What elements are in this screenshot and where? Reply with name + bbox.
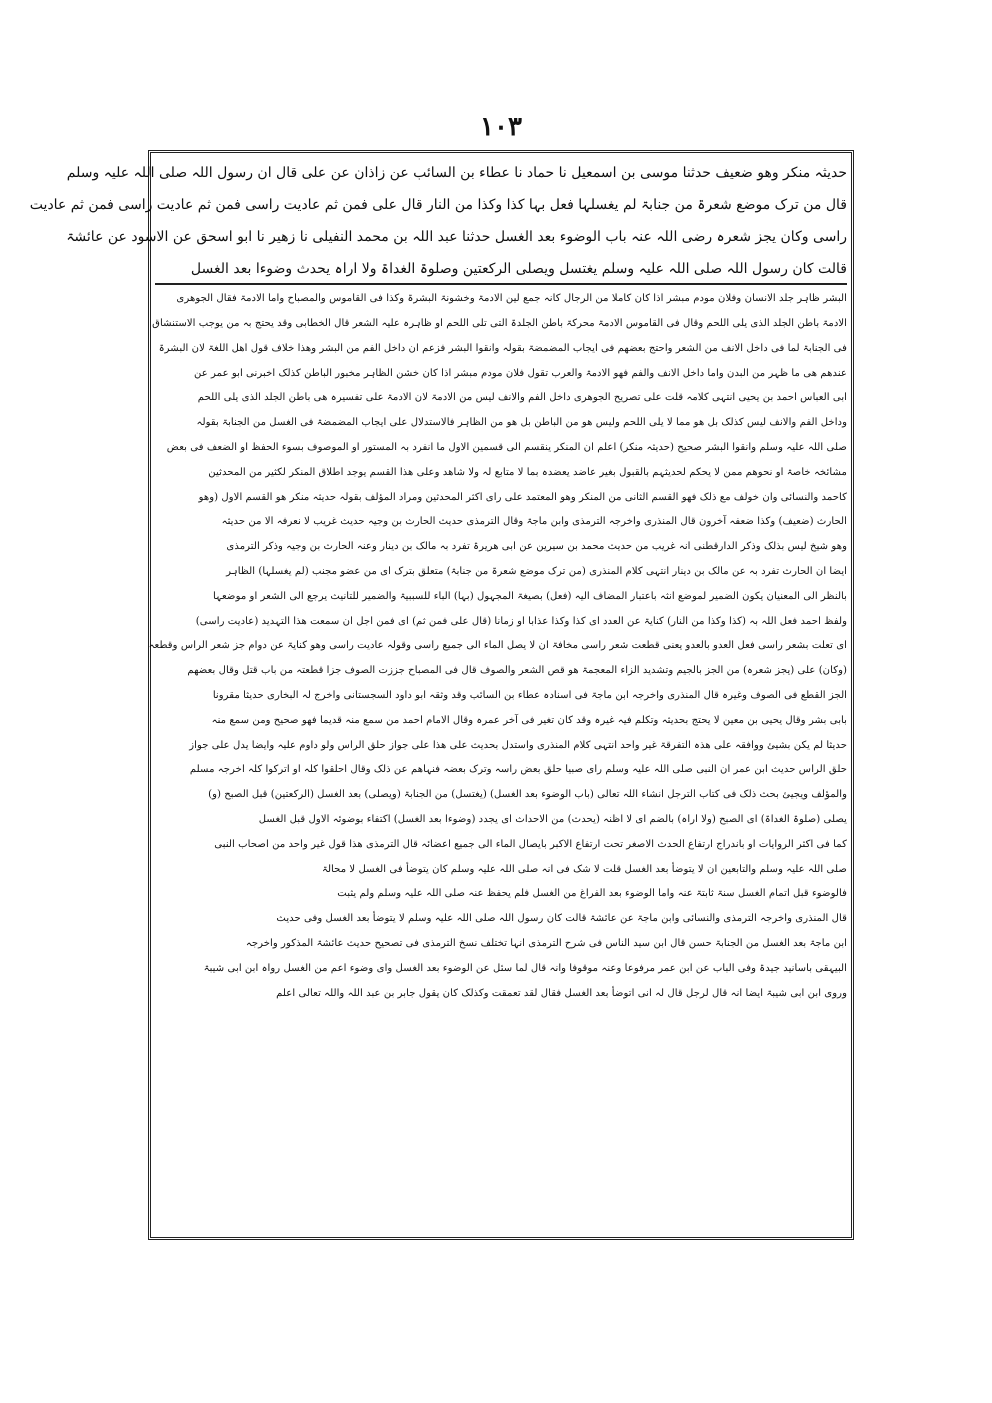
commentary-line: حدیثا لم یکن بشیئ ووافقہ علی ھذہ التفرقۃ غیر واحد انتہی کلام المنذری واستدل بحدیث علی ھذا علی جواز حلق الراس ولو داوم علیہ وایضا یدل علی جواز <box>189 739 847 751</box>
commentary-line: ایضا ان الحارث تفرد بہ عن مالک بن دینار انتہی کلام المنذری (من ترک موضع شعرۃ من جنابۃ) متعلق بترک ای من عضو مجنب (لم یغسلہا) الظاہر <box>226 566 847 578</box>
commentary-line: کما فی اکثر الروایات او باندراج ارتفاع الحدث الاصغر تحت ارتفاع الاکبر بایصال الماء الی جمیع اعضائہ قال الترمذی ھذا قول غیر واحد من اصحاب النبی <box>214 838 847 850</box>
hadith-line: قال من ترک موضع شعرۃ من جنابۃ لم یغسلہا فعل بہا کذا وکذا من النار قال علی فمن ثم عادیت راسی فمن ثم عادیت راسی فمن ثم عادیت <box>29 197 847 213</box>
commentary-line: الادمۃ باطن الجلد الذی یلی اللحم وقال فی القاموس الادمۃ محرکۃ باطن الجلدۃ التی تلی اللحم او ظاہرہ علیہ الشعر قال الخطابی وقد یحتج بہ من یوجب الاستنشاق <box>152 318 847 330</box>
commentary-line: الجز القطع فی الصوف وغیرہ قال المنذری واخرجہ ابن ماجۃ فی اسنادہ عطاء بن السائب وقد وثقہ ابو داود السجستانی واخرج لہ البخاری حدیثا مقرونا <box>212 690 847 702</box>
commentary-line: وھو شیخ لیس بذلک وذکر الدارقطنی انہ غریب من حدیث محمد بن سیرین عن ابی ھریرۃ تفرد بہ مالک بن دینار وعنہ الحارث بن وجیہ وذکر الترمذی <box>226 541 847 553</box>
commentary-line: وروی ابن ابی شیبۃ ایضا انہ قال لرجل قال لہ انی اتوضأ بعد الغسل فقال لقد تعمقت وکذلک کان یقول جابر بن عبد اللہ واللہ تعالی اعلم <box>276 987 847 999</box>
commentary-line: ابن ماجۃ بعد الغسل من الجنابۃ حسن قال ابن سید الناس فی شرح الترمذی انہا تختلف نسخ الترمذی فی تصحیح حدیث عائشۃ المذکور واخرجہ <box>245 938 847 950</box>
commentary-line: بابی بشر وقال یحیی بن معین لا یحتج بحدیثہ وتکلم فیہ غیرہ وقد کان تغیر فی آخر عمرہ وقال الامام احمد من سمع منہ قدیما فھو صحیح ومن سمع منہ <box>211 714 847 726</box>
commentary-line: الحارث (ضعیف) وکذا ضعفہ آخرون قال المنذری واخرجہ الترمذی وابن ماجۃ وقال الترمذی حدیث الحارث بن وجیہ حدیث غریب لا نعرفہ الا من حدیثہ <box>221 516 847 528</box>
commentary-line: مشائخہ خاصۃ او نحوھم ممن لا یحکم لحدیثہم بالقبول بغیر عاضد یعضدہ بما لا متابع لہ ولا شاھد وعلی ھذا القسم یوجد اطلاق المنکر لکثیر من المحدثین <box>208 466 847 478</box>
commentary-line: صلی اللہ علیہ وسلم والتابعین ان لا یتوضأ بعد الغسل قلت لا شک فی انہ صلی اللہ علیہ وسلم کان یتوضأ فی الغسل لا محالۃ <box>321 863 847 875</box>
commentary-line: فالوضوء قبل اتمام الغسل سنۃ ثابتۃ عنہ واما الوضوء بعد الفراغ من الغسل فلم یحفظ عنہ صلی اللہ علیہ وسلم ولم یثبت <box>337 888 847 900</box>
commentary-line: ابی العباس احمد بن یحیی انتہی کلامہ قلت علی تصریح الجوھری داخل الفم والانف لیس من الادمۃ لان الادمۃ علی تفسیرہ ھی باطن الجلد الذی یلی اللحم <box>197 392 847 404</box>
page-frame <box>29 150 854 1240</box>
hadith-line: حدیثہ منکر وھو ضعیف حدثنا موسی بن اسمعیل نا حماد نا عطاء بن السائب عن زاذان عن علی قال ان رسول اللہ صلی اللہ علیہ وسلم <box>66 165 847 181</box>
page-number: ١٠٣ <box>480 112 522 142</box>
commentary-text-block <box>148 287 847 1233</box>
hadith-text-block <box>29 157 847 285</box>
commentary-line: فی الجنابۃ لما فی داخل الانف من الشعر واحتج بعضھم فی ایجاب المضمضۃ بقولہ وانقوا البشر فزعم ان داخل الفم من البشر وھذا خلاف قول اھل اللغۃ لان البشرۃ <box>158 342 847 354</box>
hadith-line: قالت کان رسول اللہ صلی اللہ علیہ وسلم یغتسل ویصلی الرکعتین وصلوۃ الغداۃ ولا اراہ یحدث وضوءا بعد الغسل <box>190 261 847 277</box>
commentary-line: بالنظر الی المعنیان یکون الضمیر لموضع انثہ باعتبار المضاف الیہ (فعل) بصیغۃ المجہول (بہا) الباء للسببیۃ والضمیر للتانیث یرجع الی الشعر او موضعہا <box>212 590 847 602</box>
commentary-line: قال المنذری واخرجہ الترمذی والنسائی وابن ماجۃ عن عائشۃ قالت کان رسول اللہ صلی اللہ علیہ وسلم لا یتوضأ بعد الغسل وفی حدیث <box>276 913 847 925</box>
commentary-line: یصلی (صلوۃ الغداۃ) ای الصبح (ولا اراہ) بالضم ای لا اظنہ (یحدث) من الاحداث ای یجدد (وضوءا بعد الغسل) اکتفاء بوضوئہ الاول قبل الغسل <box>258 814 847 826</box>
commentary-line: البشر ظاہر جلد الانسان وفلان مودم مبشر اذا کان کاملا من الرجال کانہ جمع لین الادمۃ وخشونۃ البشرۃ وکذا فی القاموس والمصباح واما الادمۃ فقال الجوھری <box>176 293 847 305</box>
commentary-line: ای تعلت بشعر راسی فعل العدو بالعدو یعنی قطعت شعر راسی مخافۃ ان لا یصل الماء الی جمیع راسی وقولہ عادیت راسی وھو کنایۃ عن دوام جز شعر الراس وقطعہ <box>148 640 847 652</box>
commentary-line: والمؤلف ویجیئ بحث ذلک فی کتاب الترجل انشاء اللہ تعالی (باب الوضوء بعد الغسل) (یغتسل) من الجنابۃ (ویصلی) بعد الغسل (الرکعتین) قبل الصبح (و) <box>208 789 847 801</box>
hadith-line: راسی وکان یجز شعرہ رضی اللہ عنہ باب الوضوء بعد الغسل حدثنا عبد اللہ بن محمد النفیلی نا زھیر نا ابو اسحق عن الاسود عن عائشۃ <box>66 229 847 245</box>
commentary-line: عندھم ھی ما ظہر من البدن واما داخل الانف والفم فھو الادمۃ والعرب تقول فلان مودم مبشر اذا کان خشن الظاہر مخبور الباطن کذلک اخبرنی ابو عمر عن <box>193 367 847 379</box>
commentary-line: وداخل الفم والانف لیس کذلک بل ھو مما لا یلی اللحم ولیس ھو من الباطن بل ھو من الظاہر فالاستدلال علی ایجاب المضمضۃ فی الغسل من الجنابۃ بقولہ <box>196 417 847 429</box>
commentary-line: ولفظ احمد فعل اللہ بہ (کذا وکذا من النار) کنایۃ عن العدد ای کذا وکذا عذابا او زمانا (قال علی فمن ثم) ای فمن اجل ان سمعت ھذا التہدید (عادیت راسی) <box>195 615 847 627</box>
commentary-line: حلق الراس حدیث ابن عمر ان النبی صلی اللہ علیہ وسلم رای صبیا حلق بعض راسہ وترک بعضہ فنہاھم عن ذلک وقال احلقوا کلہ او اترکوا کلہ اخرجہ مسلم <box>189 764 847 776</box>
commentary-line: (وکان) علی (یجز شعرہ) من الجز بالجیم وتشدید الزاء المعجمۃ ھو قص الشعر والصوف قال فی المصباح جززت الصوف جزا قطعتہ من باب قتل وقال بعضھم <box>187 665 847 677</box>
commentary-line: صلی اللہ علیہ وسلم وانقوا البشر صحیح (حدیثہ منکر) اعلم ان المنکر ینقسم الی قسمین الاول ما انفرد بہ المستور او الموصوف بسوء الحفظ او الضعف فی بعض <box>166 442 847 454</box>
commentary-line: کاحمد والنسائی وان خولف مع ذلک فھو القسم الثانی من المنکر وھو المعتمد علی رای اکثر المحدثین ومراد المؤلف بقولہ حدیثہ منکر ھو القسم الاول (وھو <box>198 491 847 503</box>
commentary-line: البیہقی باسانید جیدۃ وفی الباب عن ابن عمر مرفوعا وعنہ موقوفا وانہ قال لما سئل عن الوضوء بعد الغسل وای وضوء اعم من الغسل رواہ ابن ابی شیبۃ <box>203 962 847 974</box>
